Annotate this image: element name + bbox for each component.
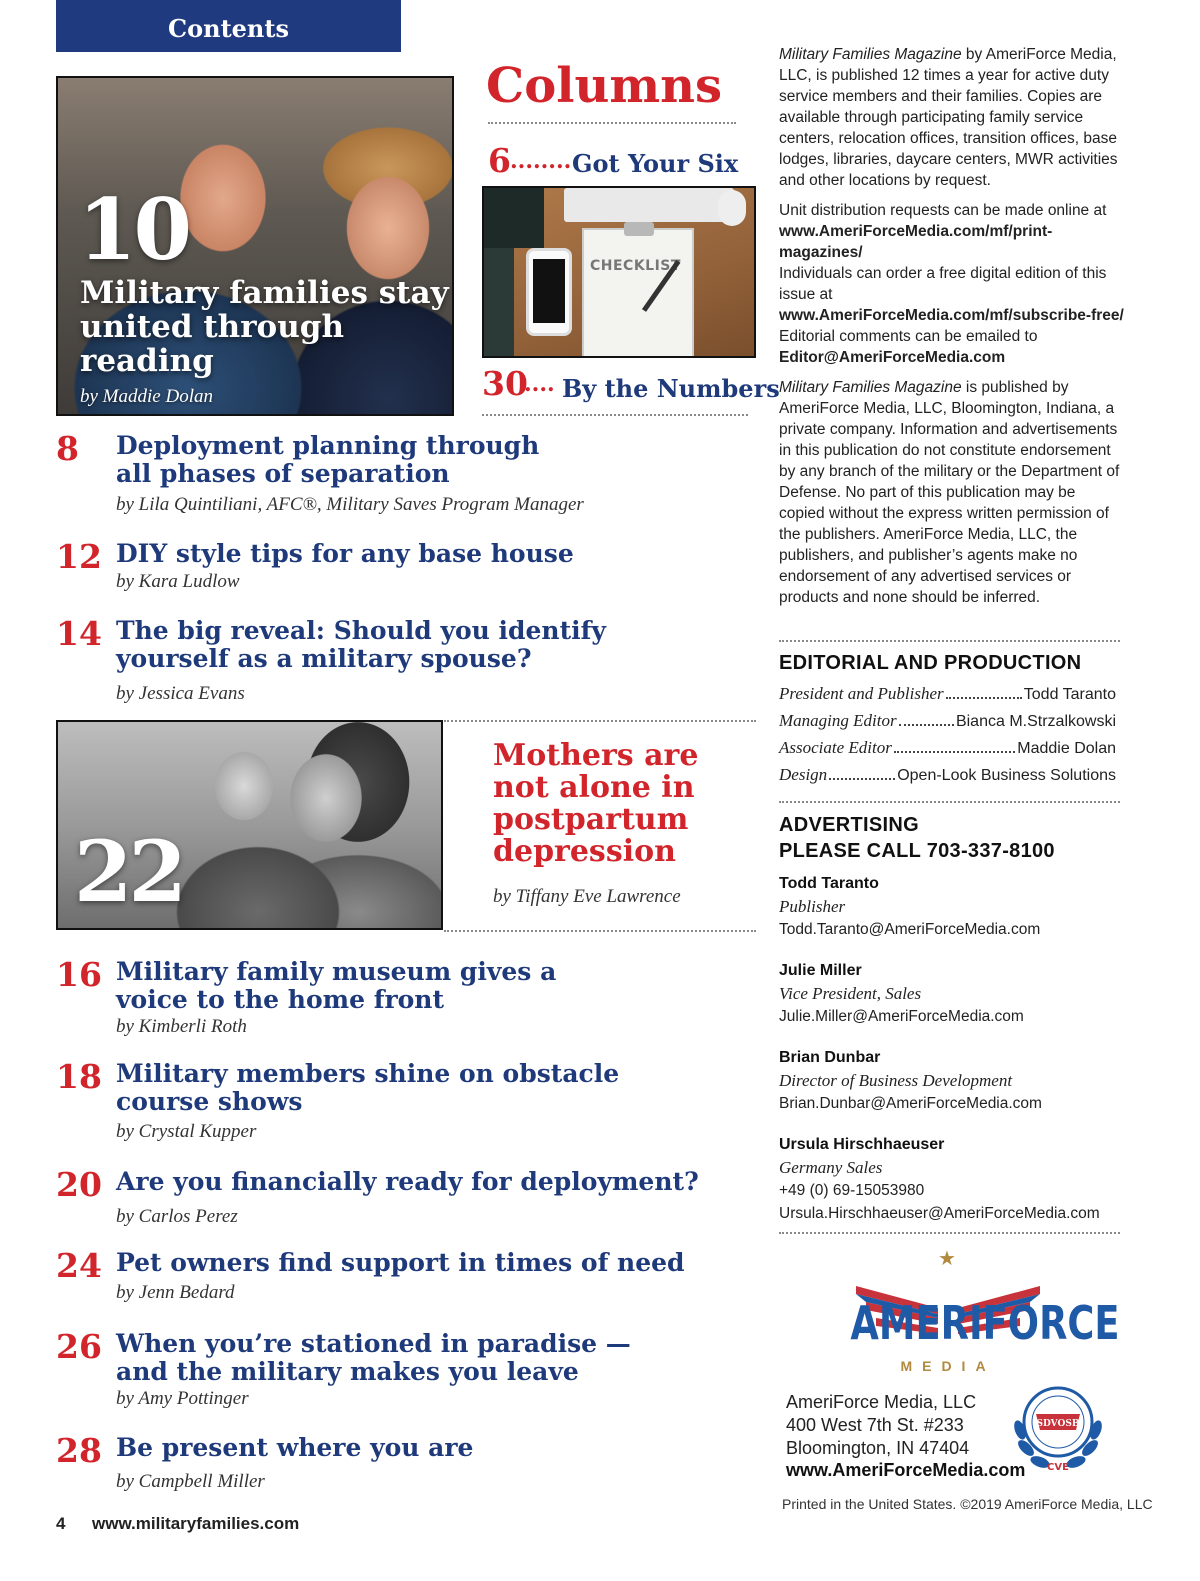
phone-shape [526,248,572,336]
article-title-line: Deployment planning through [116,431,540,460]
dot-leader [899,724,954,726]
magazine-name: Military Families Magazine [779,379,962,396]
divider [488,122,736,124]
article-title[interactable]: Are you financially ready for deployment? [116,1167,699,1196]
staff-row [779,684,1116,704]
masthead-distribution [779,200,1124,368]
staff-row [779,738,1116,758]
subscribe-link[interactable]: www.AmeriForceMedia.com/mf/subscribe-free/ [779,307,1124,324]
article-title-line: Military members shine on obstacle [116,1059,620,1088]
clipboard-shape [582,228,694,358]
address-line: 400 West 7th St. #233 [786,1415,964,1435]
divider [444,930,756,932]
article-page-number: 8 [56,429,79,468]
article-title[interactable] [116,617,606,673]
article-page-number: 12 [56,537,102,576]
columns-heading: Columns [486,58,723,114]
mouse-shape [718,190,746,226]
staff-name: Maddie Dolan [1017,740,1116,757]
printed-notice: Printed in the United States. ©2019 AmeriForce Media, LLC [782,1496,1153,1512]
contact-role: Germany Sales [779,1158,883,1177]
article-byline: by Kara Ludlow [116,571,240,592]
article-title-line: Military family museum gives a [116,957,557,986]
article-title-line: course shows [116,1087,303,1116]
article-title[interactable] [116,1060,619,1116]
notebook-shape [484,248,514,358]
column-page-number: 30 [482,364,528,403]
ameriforce-url[interactable]: www.AmeriForceMedia.com [786,1460,1026,1480]
address-line: Bloomington, IN 47404 [786,1438,970,1458]
mother-article-title[interactable] [493,740,753,868]
mother-photo[interactable] [56,720,443,930]
article-title[interactable]: Pet owners find support in times of need [116,1248,685,1277]
article-title[interactable] [116,958,556,1014]
article-page-number: 16 [56,955,102,994]
staff-role: Managing Editor [779,711,897,730]
dot-leader [946,697,1022,699]
article-byline: by Carlos Perez [116,1206,238,1227]
article-title-line: and the military makes you leave [116,1357,579,1386]
staff-role: Design [779,765,828,784]
article-byline: by Kimberli Roth [116,1016,247,1037]
contact-email[interactable]: Brian.Dunbar@AmeriForceMedia.com [779,1095,1042,1112]
contact-email[interactable]: Todd.Taranto@AmeriForceMedia.com [779,921,1041,938]
divider [779,801,1120,803]
column-leader: .... [524,371,555,397]
article-byline: by Lila Quintiliani, AFC®, Military Saves Program Manager [116,494,584,515]
clip-shape [624,222,654,236]
contact-role: Director of Business Development [779,1071,1013,1090]
mother-title-line: postpartum [493,802,689,837]
article-byline: by Campbell Miller [116,1471,265,1492]
article-page-number: 24 [56,1246,102,1285]
mother-title-line: Mothers are [493,738,699,773]
article-title[interactable] [116,432,539,488]
staff-row [779,711,1116,731]
ameriforce-logo-subtext: MEDIA [900,1358,996,1374]
publisher-notice-text: is published by AmeriForce Media, LLC, Bloomington, Indiana, a private company. Information and advertisements in this publication do not constitute endorsement by any branch of the military or the Department of Defense. No part of this publication may be copied without the express written permission of the publishers. AmeriForce Media, LLC, the publishers, and publisher’s agents make no endorsement of any advertised services or products and none should be inferred. [779,379,1120,606]
masthead-intro-text: by AmeriForce Media, LLC, is published 12 times a year for active duty service members and their families. Copies are available through participating family service centers, relocation offices, transition offices, base lodges, libraries, daycare centers, MWR activities and other locations by request. [779,46,1118,189]
column-leader: ........ [510,148,572,174]
keyboard-shape [564,188,734,222]
advertising-heading: ADVERTISING [779,814,919,836]
staff-name: Bianca M.Strzalkowski [955,713,1116,730]
feature-photo[interactable] [56,76,454,416]
article-title[interactable]: DIY style tips for any base house [116,539,574,568]
article-title[interactable]: Be present where you are [116,1433,474,1462]
contact-name: Todd Taranto [779,875,879,892]
dot-leader [829,778,895,780]
article-title-line: When you’re stationed in paradise — [116,1329,631,1358]
staff-name: Todd Taranto [1023,686,1116,703]
column-page-number: 6 [488,141,511,180]
seal-sublabel: CVE [1047,1462,1069,1473]
article-page-number: 20 [56,1165,102,1204]
contact-role: Publisher [779,897,846,916]
distribution-text: Unit distribution requests can be made online at [779,202,1107,219]
article-byline: by Jessica Evans [116,683,245,704]
contact-name: Brian Dunbar [779,1049,881,1066]
divider [779,1232,1120,1234]
masthead-intro [779,44,1124,191]
feature-byline: by Maddie Dolan [80,386,213,407]
staff-role: Associate Editor [779,738,892,757]
article-title-line: yourself as a military spouse? [116,644,532,673]
article-page-number: 14 [56,614,102,653]
feature-title[interactable]: Military families stay united through reading [80,275,449,379]
contact-name: Ursula Hirschhaeuser [779,1136,945,1153]
mother-title-line: depression [493,834,676,869]
article-byline: by Crystal Kupper [116,1121,257,1142]
article-byline: by Amy Pottinger [116,1388,249,1409]
print-magazines-link[interactable]: www.AmeriForceMedia.com/mf/print-magazines/ [779,223,1053,261]
checklist-label: CHECKLIST [590,258,681,274]
mother-title-line: not alone in [493,770,695,805]
address-line: AmeriForce Media, LLC [786,1392,977,1412]
distribution-text: Editorial comments can be emailed to [779,328,1038,345]
contact-email[interactable]: Ursula.Hirschhaeuser@AmeriForceMedia.com [779,1205,1100,1222]
article-page-number: 26 [56,1327,102,1366]
ameriforce-logo-text: AMERIFORCE [850,1296,1120,1350]
contents-tab: Contents [56,0,401,52]
dot-leader [894,751,1015,753]
staff-row [779,765,1116,785]
checklist-photo[interactable] [482,186,756,358]
staff-name: Open-Look Business Solutions [897,767,1116,784]
article-title[interactable] [116,1330,631,1386]
contact-email[interactable]: Julie.Miller@AmeriForceMedia.com [779,1008,1024,1025]
article-byline: by Jenn Bedard [116,1282,235,1303]
divider [779,640,1120,642]
advertising-phone[interactable]: PLEASE CALL 703-337-8100 [779,840,1055,862]
mother-article-byline: by Tiffany Eve Lawrence [493,886,681,907]
editor-email-link[interactable]: Editor@AmeriForceMedia.com [779,349,1006,366]
star-icon: ★ [938,1248,956,1270]
contact-name: Julie Miller [779,962,862,979]
divider [482,414,748,416]
editorial-heading: EDITORIAL AND PRODUCTION [779,652,1082,674]
distribution-text: Individuals can order a free digital edition of this issue at [779,265,1107,303]
contact-role: Vice President, Sales [779,984,922,1003]
article-page-number: 18 [56,1057,102,1096]
article-title-line: voice to the home front [116,985,445,1014]
article-title-line: The big reveal: Should you identify [116,616,606,645]
column-title-by-the-numbers[interactable]: By the Numbers [562,374,780,403]
mother-page-number: 22 [74,822,183,921]
masthead-publisher-notice [779,377,1124,608]
staff-role: President and Publisher [779,684,944,703]
contact-phone[interactable]: +49 (0) 69-15053980 [779,1182,925,1199]
feature-page-number: 10 [78,180,189,279]
page-number: 4 [56,1514,66,1533]
article-title-line: all phases of separation [116,459,450,488]
magazine-name: Military Families Magazine [779,46,962,63]
divider [444,720,756,722]
seal-label: SDVOSB [1036,1419,1080,1429]
sdvosb-seal-icon [1006,1370,1110,1474]
notebook-shape [484,188,544,248]
footer-url[interactable]: www.militaryfamilies.com [92,1514,300,1533]
column-title-got-your-six[interactable]: Got Your Six [572,149,739,178]
phone-screen [533,259,565,323]
article-page-number: 28 [56,1431,102,1470]
